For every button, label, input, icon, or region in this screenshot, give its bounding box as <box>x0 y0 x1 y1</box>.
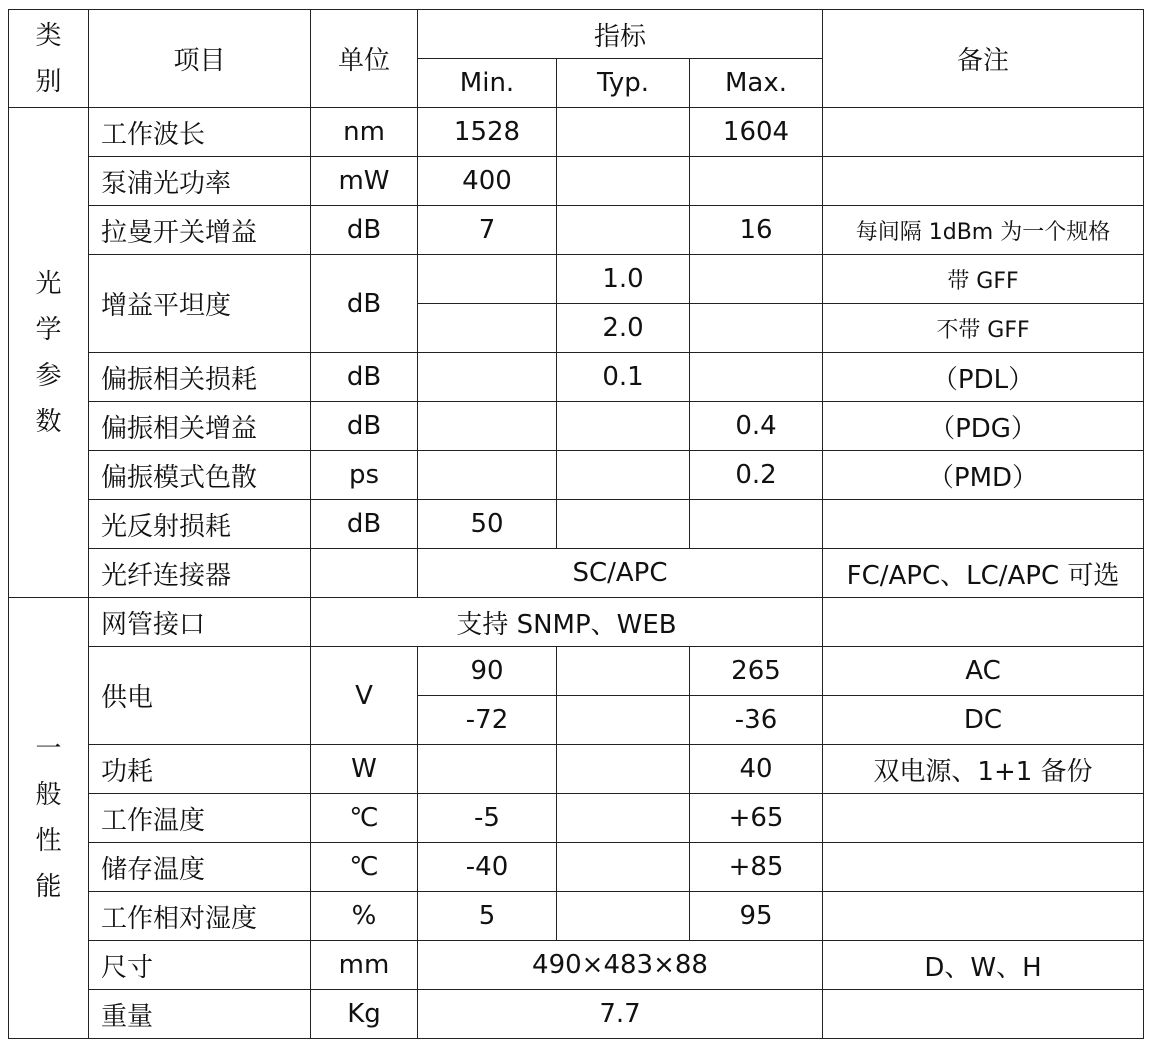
row-item: 工作相对湿度 <box>89 892 311 941</box>
row-item: 偏振相关损耗 <box>89 353 311 402</box>
header-typ: Typ. <box>557 59 690 108</box>
row-unit: nm <box>311 108 418 157</box>
header-unit: 单位 <box>311 10 418 108</box>
row-min: -40 <box>418 843 557 892</box>
row-item: 偏振相关增益 <box>89 402 311 451</box>
row-max: 0.4 <box>690 402 823 451</box>
row-max: 1604 <box>690 108 823 157</box>
category-general: 一 般 性 能 <box>9 598 89 1039</box>
table-row <box>9 745 1144 794</box>
row-typ <box>557 794 690 843</box>
row-item: 储存温度 <box>89 843 311 892</box>
header-note: 备注 <box>823 10 1144 108</box>
row-min: -72 <box>418 696 557 745</box>
header-max: Max. <box>690 59 823 108</box>
row-typ <box>557 647 690 696</box>
row-note: （PMD） <box>823 451 1144 500</box>
row-min: 1528 <box>418 108 557 157</box>
table-row <box>9 500 1144 549</box>
row-item: 尺寸 <box>89 941 311 990</box>
row-note: 每间隔 1dBm 为一个规格 <box>823 206 1144 255</box>
row-min <box>418 353 557 402</box>
table-row <box>9 108 1144 157</box>
row-max: 16 <box>690 206 823 255</box>
row-note <box>823 794 1144 843</box>
row-max: -36 <box>690 696 823 745</box>
row-max <box>690 255 823 304</box>
row-note: 带 GFF <box>823 255 1144 304</box>
row-unit: dB <box>311 402 418 451</box>
row-max <box>690 157 823 206</box>
row-typ <box>557 206 690 255</box>
row-max: 95 <box>690 892 823 941</box>
row-typ: 1.0 <box>557 255 690 304</box>
table-row <box>9 353 1144 402</box>
row-min: 90 <box>418 647 557 696</box>
row-item: 供电 <box>89 647 311 745</box>
header-item: 项目 <box>89 10 311 108</box>
table-row <box>9 647 1144 696</box>
row-unit: mm <box>311 941 418 990</box>
row-max: 40 <box>690 745 823 794</box>
row-unit <box>311 549 418 598</box>
row-typ: 2.0 <box>557 304 690 353</box>
row-note: （PDL） <box>823 353 1144 402</box>
row-item: 光纤连接器 <box>89 549 311 598</box>
row-typ <box>557 843 690 892</box>
row-note: 双电源、1+1 备份 <box>823 745 1144 794</box>
row-unit: ps <box>311 451 418 500</box>
table-row <box>9 451 1144 500</box>
row-unit: dB <box>311 500 418 549</box>
row-note: （PDG） <box>823 402 1144 451</box>
table-row <box>9 941 1144 990</box>
table-row <box>9 402 1144 451</box>
row-typ <box>557 892 690 941</box>
table-row <box>9 157 1144 206</box>
row-item: 泵浦光功率 <box>89 157 311 206</box>
header-category: 类 别 <box>9 10 89 108</box>
row-value: 490×483×88 <box>418 941 823 990</box>
row-typ <box>557 157 690 206</box>
row-value: SC/APC <box>418 549 823 598</box>
header-spec: 指标 <box>418 10 823 59</box>
row-unit: dB <box>311 353 418 402</box>
row-max: 265 <box>690 647 823 696</box>
row-note: DC <box>823 696 1144 745</box>
row-value: 支持 SNMP、WEB <box>311 598 823 647</box>
spec-table <box>8 9 1144 1039</box>
row-typ <box>557 451 690 500</box>
header-row <box>9 10 1144 59</box>
row-unit: % <box>311 892 418 941</box>
row-min: -5 <box>418 794 557 843</box>
table-row <box>9 794 1144 843</box>
row-unit: dB <box>311 206 418 255</box>
category-optical: 光 学 参 数 <box>9 108 89 598</box>
row-value: 7.7 <box>418 990 823 1039</box>
row-min: 400 <box>418 157 557 206</box>
row-max: 0.2 <box>690 451 823 500</box>
row-min <box>418 255 557 304</box>
row-typ <box>557 696 690 745</box>
table-row <box>9 843 1144 892</box>
row-item: 工作温度 <box>89 794 311 843</box>
row-unit: mW <box>311 157 418 206</box>
table-row <box>9 206 1144 255</box>
row-item: 网管接口 <box>89 598 311 647</box>
row-typ <box>557 500 690 549</box>
row-min: 5 <box>418 892 557 941</box>
row-max <box>690 304 823 353</box>
row-item: 工作波长 <box>89 108 311 157</box>
row-min <box>418 745 557 794</box>
row-min <box>418 402 557 451</box>
row-item: 增益平坦度 <box>89 255 311 353</box>
row-note <box>823 157 1144 206</box>
row-note <box>823 108 1144 157</box>
row-note: D、W、H <box>823 941 1144 990</box>
row-unit: ℃ <box>311 843 418 892</box>
table-row <box>9 892 1144 941</box>
table-row <box>9 255 1144 304</box>
row-item: 功耗 <box>89 745 311 794</box>
table-row <box>9 990 1144 1039</box>
row-max: +85 <box>690 843 823 892</box>
row-note: 不带 GFF <box>823 304 1144 353</box>
row-unit: ℃ <box>311 794 418 843</box>
row-note <box>823 990 1144 1039</box>
row-min: 7 <box>418 206 557 255</box>
table-row <box>9 549 1144 598</box>
row-item: 偏振模式色散 <box>89 451 311 500</box>
row-note <box>823 598 1144 647</box>
row-min <box>418 451 557 500</box>
row-item: 重量 <box>89 990 311 1039</box>
row-typ: 0.1 <box>557 353 690 402</box>
row-unit: W <box>311 745 418 794</box>
row-max <box>690 500 823 549</box>
row-item: 拉曼开关增益 <box>89 206 311 255</box>
row-min <box>418 304 557 353</box>
table-row <box>9 598 1144 647</box>
row-note: AC <box>823 647 1144 696</box>
row-typ <box>557 745 690 794</box>
header-min: Min. <box>418 59 557 108</box>
row-unit: Kg <box>311 990 418 1039</box>
row-min: 50 <box>418 500 557 549</box>
row-note <box>823 892 1144 941</box>
row-note: FC/APC、LC/APC 可选 <box>823 549 1144 598</box>
row-typ <box>557 402 690 451</box>
row-max: +65 <box>690 794 823 843</box>
row-note <box>823 843 1144 892</box>
row-item: 光反射损耗 <box>89 500 311 549</box>
row-typ <box>557 108 690 157</box>
row-max <box>690 353 823 402</box>
row-unit: dB <box>311 255 418 353</box>
row-unit: V <box>311 647 418 745</box>
row-note <box>823 500 1144 549</box>
